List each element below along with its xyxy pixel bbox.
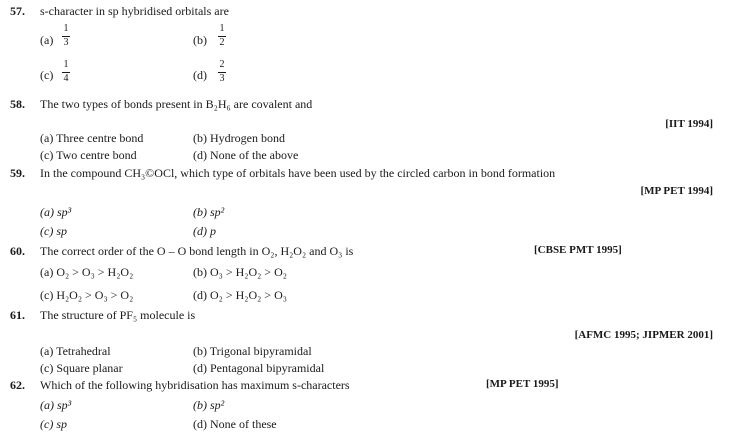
question-number: 60. [10, 244, 25, 258]
option-c: (c) Square planar [40, 361, 123, 375]
question-text: The two types of bonds present in B₂H₆ are covalent and [40, 97, 313, 111]
fraction-option-a [62, 24, 70, 48]
denominator: 2 [219, 37, 225, 48]
option-label: (d) [193, 68, 207, 82]
numerator: 2 [219, 59, 225, 70]
denominator: 3 [63, 37, 69, 48]
option-c: (c) sp [40, 224, 67, 238]
question-text: Which of the following hybridisation has maximum s-characters [40, 378, 350, 392]
fraction-option-b [218, 24, 226, 48]
fraction-option-d [218, 60, 226, 84]
option-a: (a) sp³ [40, 205, 72, 219]
option-b: (b) sp² [193, 205, 225, 219]
option-b: (b) O₃ > H₂O₂ > O₂ [193, 265, 287, 279]
option-d: (d) Pentagonal bipyramidal [193, 361, 325, 375]
numerator: 1 [63, 59, 69, 70]
question-text: The correct order of the O – O bond length in O₂, H₂O₂ and O₃ is [40, 244, 354, 258]
option-d: (d) None of the above [193, 148, 299, 162]
option-b: (b) Trigonal bipyramidal [193, 344, 312, 358]
question-number: 62. [10, 378, 25, 392]
option-a: (a) sp³ [40, 398, 72, 412]
question-number: 61. [10, 308, 25, 322]
source-reference: [MP PET 1995] [486, 378, 559, 390]
question-text: s-character in sp hybridised orbitals are [40, 4, 229, 18]
option-a: (a) O₂ > O₃ > H₂O₂ [40, 265, 134, 279]
option-label: (c) [40, 68, 54, 82]
source-reference: [IIT 1994] [665, 118, 713, 130]
option-label: (a) [40, 33, 54, 47]
option-d: (d) None of these [193, 417, 277, 431]
question-text: In the compound CH₃©OCl, which type of orbitals have been used by the circled carbon in bond formation [40, 166, 556, 180]
option-a: (a) Three centre bond [40, 131, 144, 145]
source-reference: [MP PET 1994] [640, 185, 713, 197]
option-b: (b) sp² [193, 398, 225, 412]
source-reference: [CBSE PMT 1995] [534, 244, 622, 256]
denominator: 4 [63, 73, 69, 84]
numerator: 1 [63, 23, 69, 34]
source-reference: [AFMC 1995; JIPMER 2001] [574, 329, 713, 341]
option-c: (c) Two centre bond [40, 148, 137, 162]
numerator: 1 [219, 23, 225, 34]
option-a: (a) Tetrahedral [40, 344, 111, 358]
option-c: (c) sp [40, 417, 67, 431]
denominator: 3 [219, 73, 225, 84]
question-number: 57. [10, 4, 25, 18]
option-d: (d) O₂ > H₂O₂ > O₃ [193, 288, 287, 302]
option-d: (d) p [193, 224, 216, 238]
question-text: The structure of PF₅ molecule is [40, 308, 196, 322]
option-b: (b) Hydrogen bond [193, 131, 285, 145]
option-label: (b) [193, 33, 207, 47]
option-c: (c) H₂O₂ > O₃ > O₂ [40, 288, 134, 302]
question-number: 58. [10, 97, 25, 111]
question-number: 59. [10, 166, 25, 180]
fraction-option-c [62, 60, 70, 84]
